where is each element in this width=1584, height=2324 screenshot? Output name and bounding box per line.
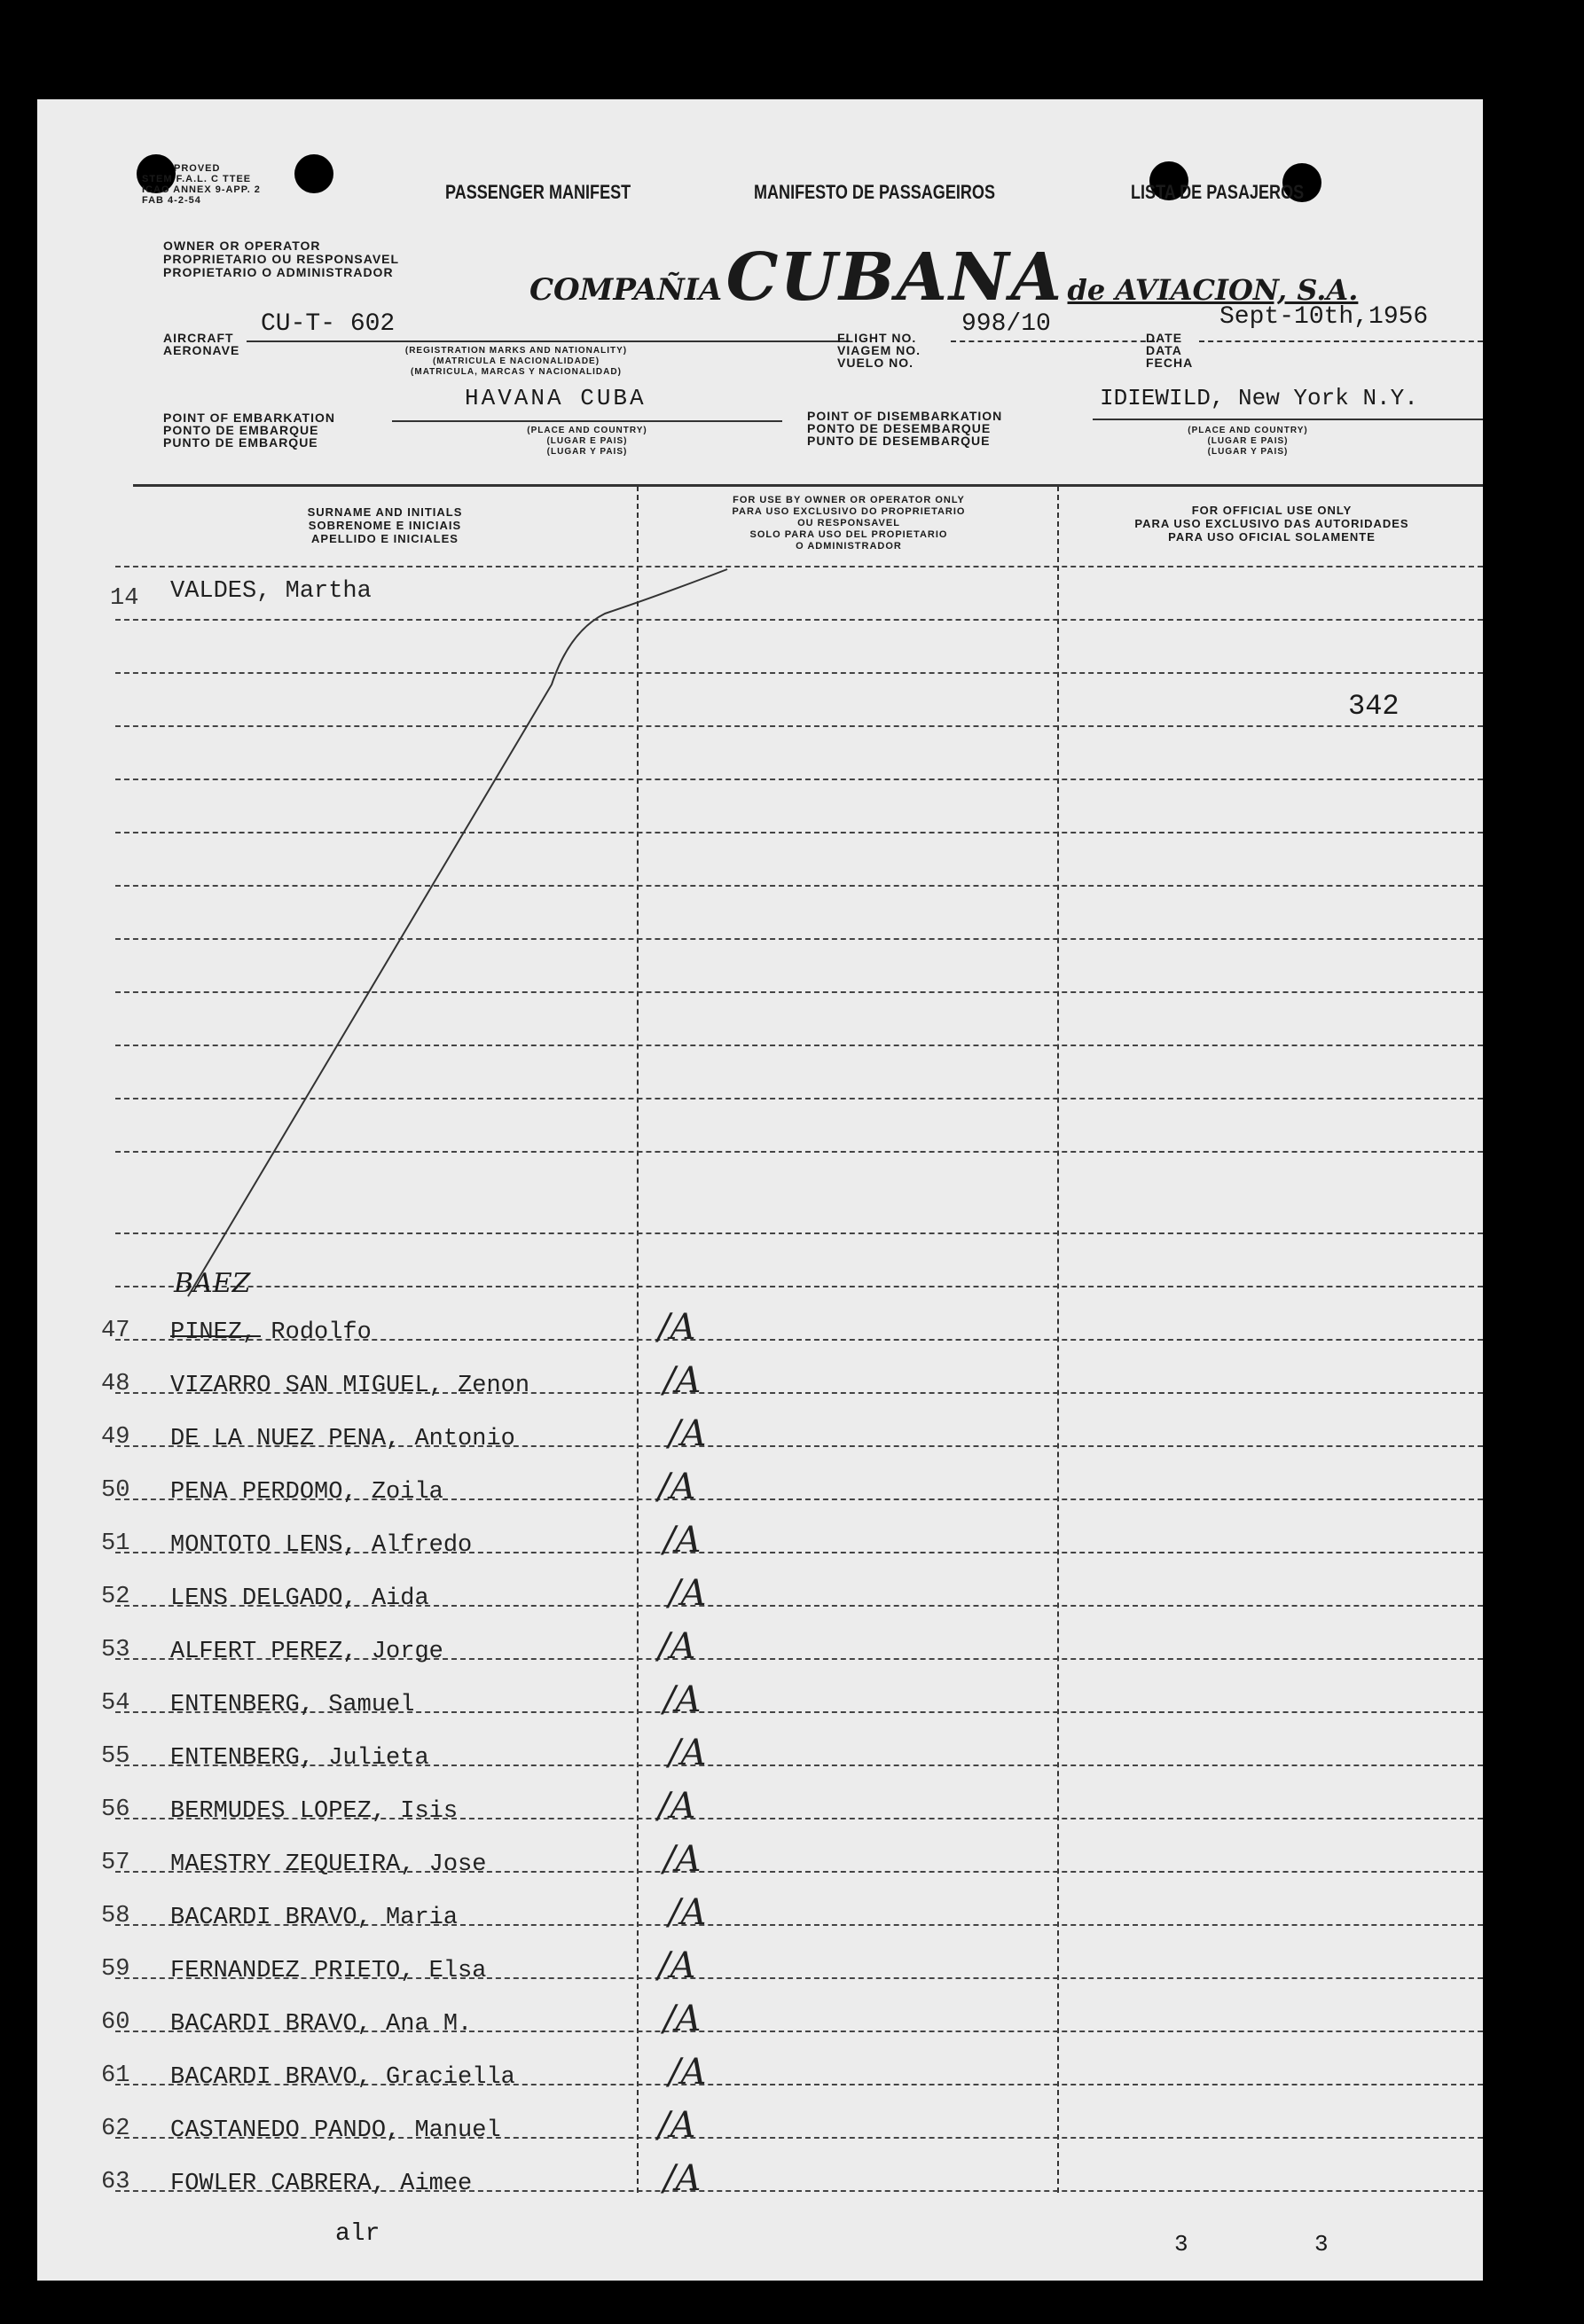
- row-number: 50: [101, 1477, 130, 1504]
- row-number: 63: [101, 2169, 130, 2195]
- aircraft-sub: (REGISTRATION MARKS AND NATIONALITY) (MATRICULA E NACIONALIDADE) (MATRICULA, MARCAS Y NACIONALIDAD): [404, 346, 628, 377]
- passenger-name: BACARDI BRAVO, Maria: [170, 1905, 459, 1931]
- row-number: 48: [101, 1371, 130, 1397]
- check-mark: /A: [658, 1467, 696, 1507]
- manifest-sheet: [37, 99, 1483, 2281]
- check-mark: /A: [663, 2158, 702, 2199]
- passenger-name: MAESTRY ZEQUEIRA, Jose: [170, 1851, 487, 1878]
- passenger-name: DE LA NUEZ PENA, Antonio: [170, 1426, 515, 1452]
- passenger-name: ENTENBERG, Samuel: [170, 1692, 415, 1718]
- passenger-name: ENTENBERG, Julieta: [170, 1745, 429, 1772]
- passenger-name: CASTANEDO PANDO, Manuel: [170, 2117, 501, 2144]
- row-number: 57: [101, 1850, 130, 1876]
- check-mark: /A: [658, 2105, 696, 2146]
- title-english: PASSENGER MANIFEST: [445, 181, 631, 203]
- row-number: 61: [101, 2062, 130, 2089]
- passenger-name: VALDES, Martha: [170, 578, 372, 605]
- row-number: 56: [101, 1796, 130, 1823]
- approval-block: PROVED STEM F.A.L. C TTEE ICAO ANNEX 9-APP. 2 FAB 4-2-54: [142, 163, 261, 206]
- disembarkation-sub: (PLACE AND COUNTRY) (LUGAR E PAIS) (LUGAR Y PAIS): [1188, 426, 1308, 457]
- check-mark: /A: [669, 1892, 707, 1933]
- disembarkation-label: POINT OF DISEMBARKATION PONTO DE DESEMBARQUE PUNTO DE DESEMBARQUE: [807, 409, 1003, 448]
- title-spanish: LISTA DE PASAJEROS: [1131, 181, 1305, 203]
- owner-label: OWNER OR OPERATOR PROPRIETARIO OU RESPONSAVEL PROPIETARIO O ADMINISTRADOR: [163, 239, 400, 279]
- row-number: 62: [101, 2116, 130, 2142]
- row-number: 58: [101, 1903, 130, 1929]
- check-mark: /A: [663, 1360, 702, 1401]
- passenger-name: VIZARRO SAN MIGUEL, Zenon: [170, 1373, 530, 1399]
- column-header-official: FOR OFFICIAL USE ONLY PARA USO EXCLUSIVO DAS AUTORIDADES PARA USO OFICIAL SOLAMENTE: [1134, 504, 1409, 544]
- passenger-name: ALFERT PEREZ, Jorge: [170, 1639, 443, 1665]
- row-number: 49: [101, 1424, 130, 1451]
- row-number: 53: [101, 1637, 130, 1663]
- official-number: 342: [1348, 690, 1400, 723]
- passenger-name: LENS DELGADO, Aida: [170, 1585, 429, 1612]
- embarkation-label: POINT OF EMBARKATION PONTO DE EMBARQUE PUNTO DE EMBARQUE: [163, 411, 335, 450]
- check-mark: /A: [669, 1733, 707, 1773]
- row-number: 54: [101, 1690, 130, 1717]
- date-label: DATE DATA FECHA: [1146, 331, 1194, 370]
- check-mark: /A: [658, 1786, 696, 1827]
- row-number: 14: [110, 585, 139, 612]
- row-number: 51: [101, 1530, 130, 1557]
- disembarkation-value: IDIEWILD, New York N.Y.: [1100, 385, 1418, 411]
- row-number: 47: [101, 1318, 130, 1344]
- strike-through: [170, 1335, 261, 1337]
- footer-initials: alr: [335, 2220, 380, 2248]
- flight-label: FLIGHT NO. VIAGEM NO. VUELO NO.: [837, 331, 921, 370]
- date-value: Sept-10th,1956: [1219, 303, 1429, 331]
- row-number: 52: [101, 1584, 130, 1610]
- check-mark: /A: [658, 1307, 696, 1348]
- check-mark: /A: [669, 1573, 707, 1614]
- passenger-name: FOWLER CABRERA, Aimee: [170, 2171, 473, 2197]
- airline-logo: COMPAÑIA CUBANA de AVIACION, S.A.: [529, 239, 1359, 316]
- footer-page-b: 3: [1314, 2231, 1329, 2257]
- check-mark: /A: [663, 1679, 702, 1720]
- check-mark: /A: [669, 1413, 707, 1454]
- check-mark: /A: [663, 1839, 702, 1880]
- footer-page-a: 3: [1174, 2231, 1188, 2257]
- handwritten-correction: BAEZ: [174, 1268, 251, 1299]
- passenger-name: BACARDI BRAVO, Graciella: [170, 2064, 515, 2091]
- row-number: 55: [101, 1743, 130, 1770]
- embarkation-value: HAVANA CUBA: [465, 385, 647, 411]
- aircraft-value: CU-T- 602: [261, 310, 396, 338]
- check-mark: /A: [663, 1520, 702, 1561]
- passenger-name: MONTOTO LENS, Alfredo: [170, 1532, 473, 1559]
- title-portuguese: MANIFESTO DE PASSAGEIROS: [754, 181, 995, 203]
- check-mark: /A: [658, 1626, 696, 1667]
- column-header-name: SURNAME AND INITIALS SOBRENOME E INICIAIS APELLIDO E INICIALES: [307, 505, 463, 545]
- passenger-name: PENA PERDOMO, Zoila: [170, 1479, 443, 1506]
- check-mark: /A: [658, 1945, 696, 1986]
- column-header-owner: FOR USE BY OWNER OR OPERATOR ONLY PARA USO EXCLUSIVO DO PROPRIETARIO OU RESPONSAVEL SOLO PARA USO DEL PROPIETARIO O ADMINISTRADOR: [732, 495, 966, 552]
- check-mark: /A: [669, 2052, 707, 2093]
- row-number: 59: [101, 1956, 130, 1983]
- passenger-name: PINEZ, Rodolfo: [170, 1319, 372, 1346]
- flight-value: 998/10: [961, 310, 1051, 338]
- cancellation-stroke: [37, 99, 1483, 2281]
- passenger-name: BACARDI BRAVO, Ana M.: [170, 2011, 473, 2038]
- aircraft-label: AIRCRAFT AERONAVE: [163, 331, 240, 357]
- embarkation-sub: (PLACE AND COUNTRY) (LUGAR E PAIS) (LUGAR Y PAIS): [527, 426, 647, 457]
- passenger-name: BERMUDES LOPEZ, Isis: [170, 1798, 459, 1825]
- row-number: 60: [101, 2009, 130, 2036]
- check-mark: /A: [663, 1999, 702, 2039]
- passenger-name: FERNANDEZ PRIETO, Elsa: [170, 1958, 487, 1984]
